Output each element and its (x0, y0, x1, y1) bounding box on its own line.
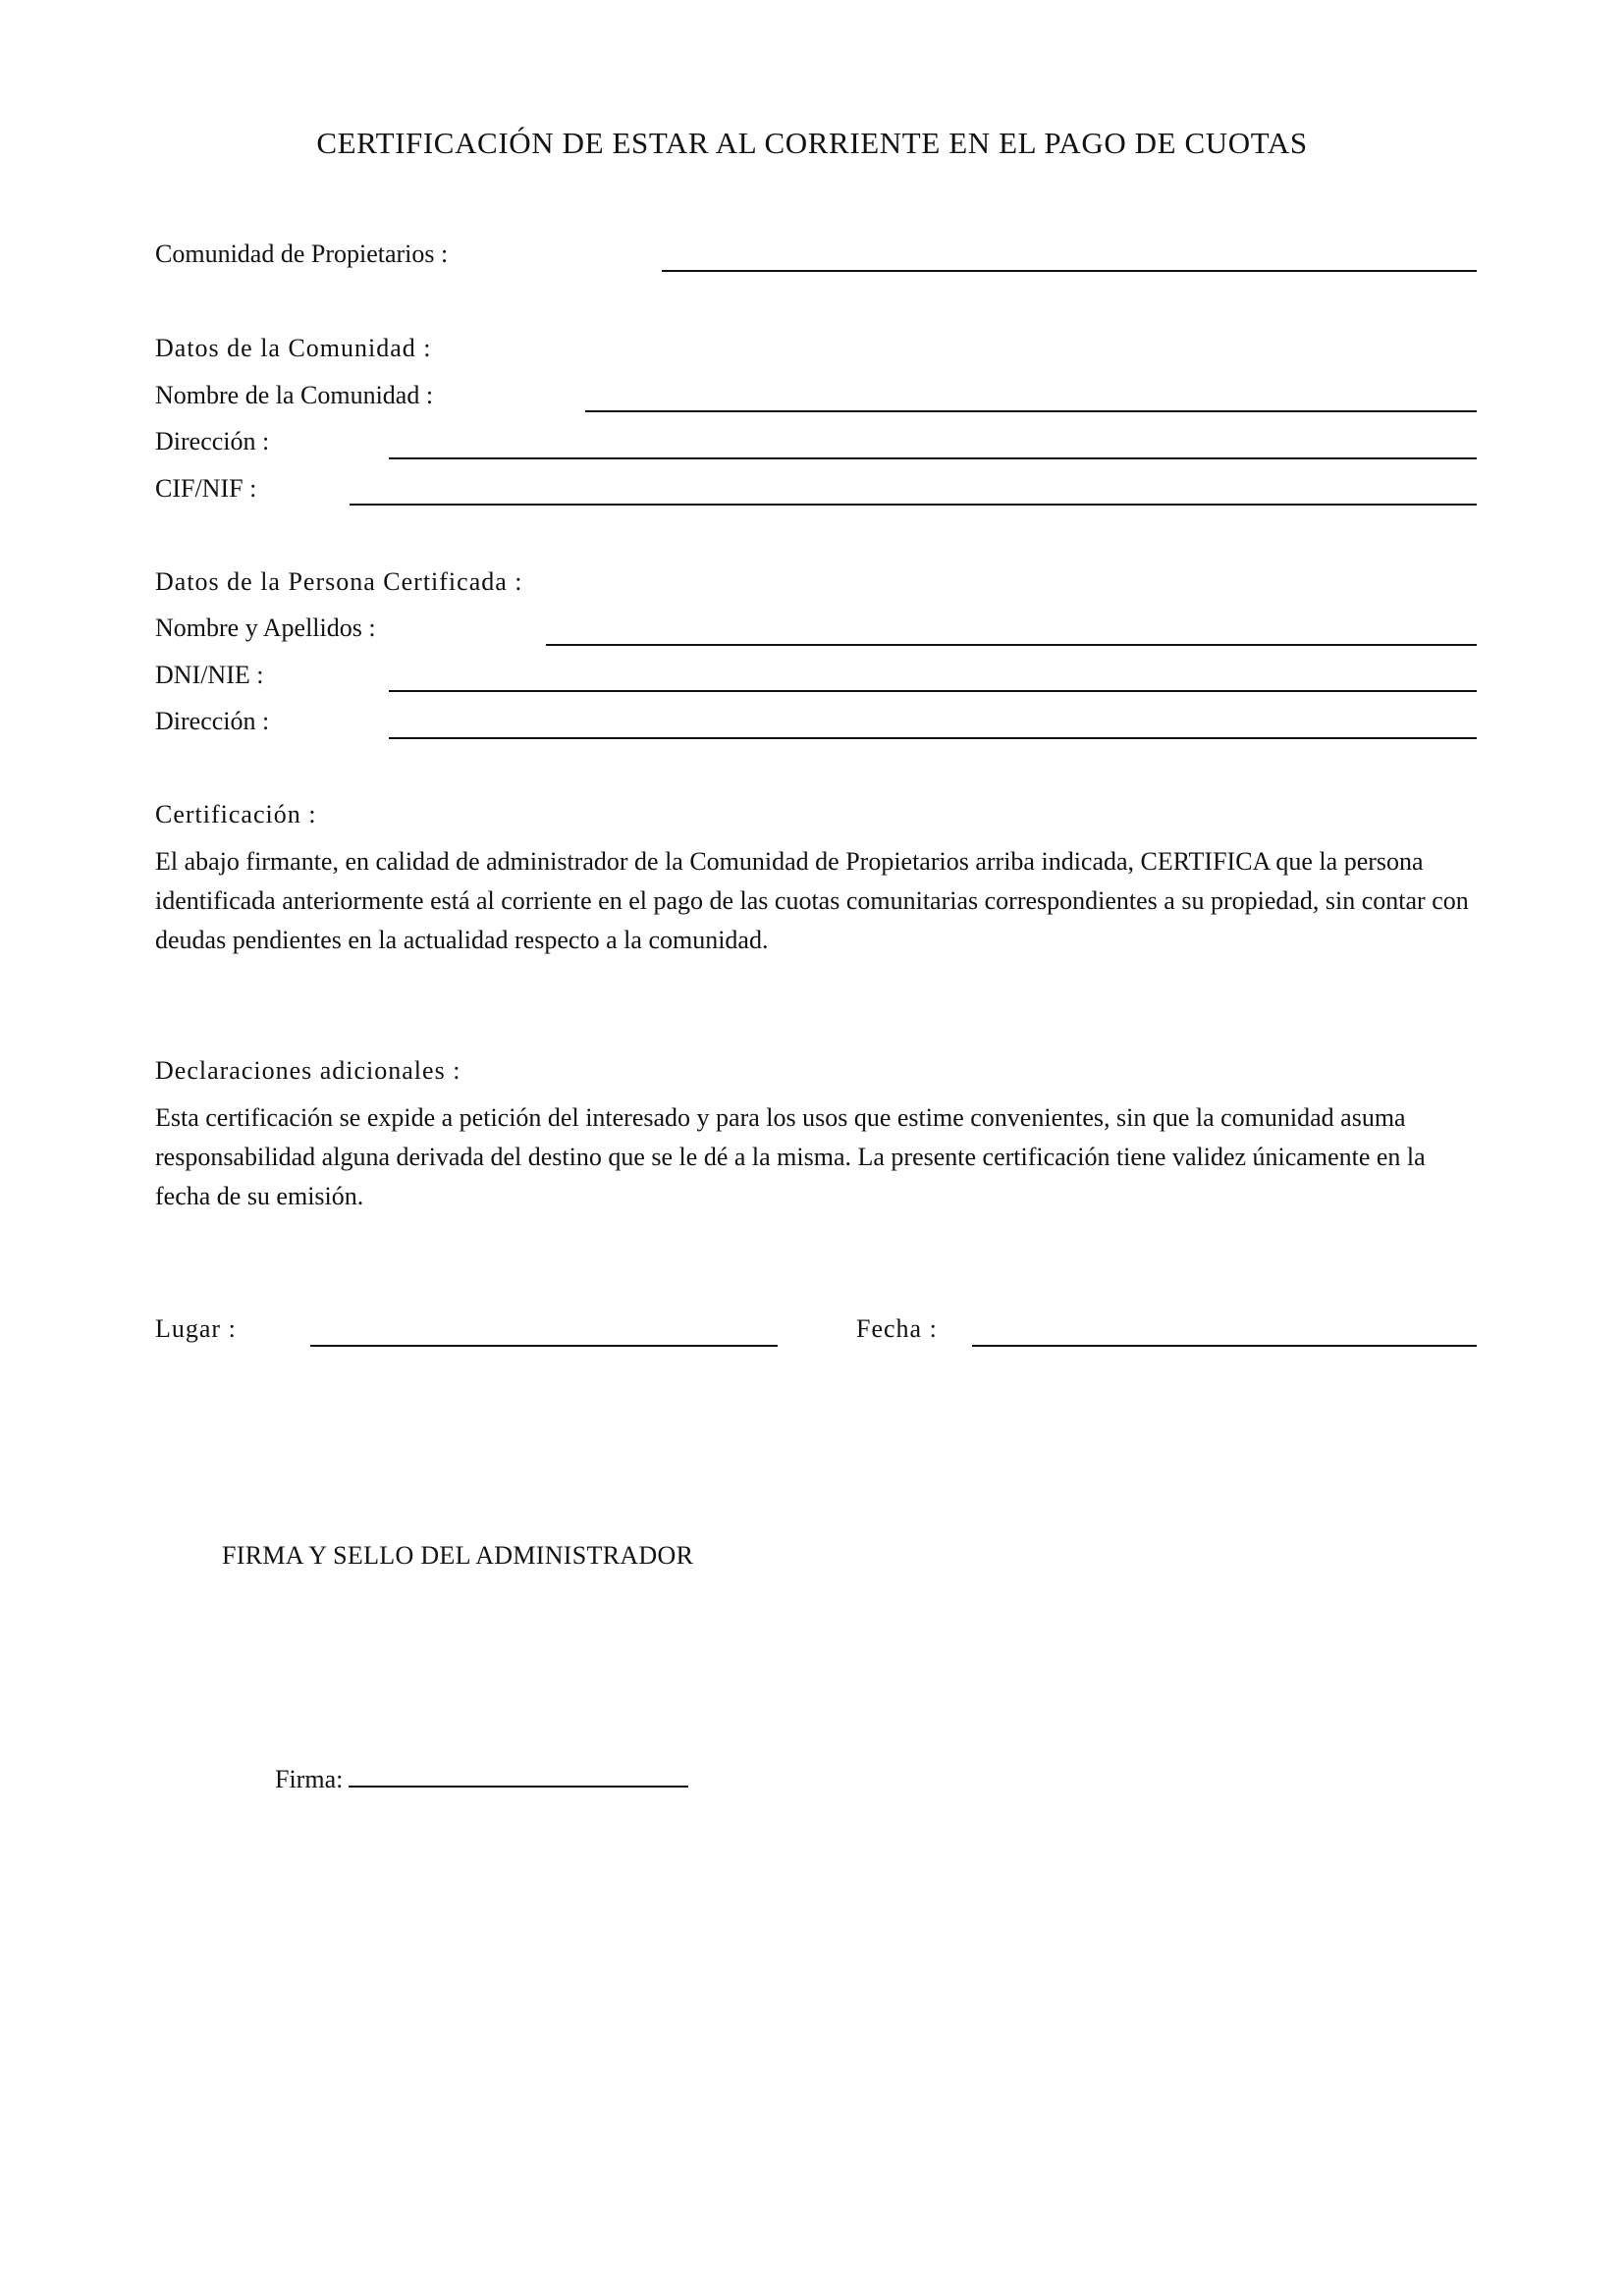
firma-field[interactable] (349, 1762, 688, 1788)
comunidad-propietarios-label: Comunidad de Propietarios : (155, 240, 449, 268)
declaraciones-heading: Declaraciones adicionales : (155, 1056, 461, 1085)
dni-nie-field[interactable] (389, 690, 1477, 692)
certificacion-text: El abajo firmante, en calidad de administrador de la Comunidad de Propietarios arriba indicada, CERTIFICA que la persona identificada anteriormente está al corriente en el pago de las cuotas comunitarias correspondientes a su propiedad, sin contar con deudas pendientes en la actualidad respecto a la comunidad. (155, 847, 1469, 954)
declaraciones-text: Esta certificación se expide a petición del interesado y para los usos que estime convenientes, sin que la comunidad asuma responsabilidad alguna derivada del destino que se le dé a la misma. La presente certificación tiene validez únicamente en la fecha de su emisión. (155, 1103, 1426, 1210)
firma-sello-label: FIRMA Y SELLO DEL ADMINISTRADOR (222, 1541, 694, 1570)
dni-nie-label: DNI/NIE : (155, 661, 264, 689)
cif-nif-label: CIF/NIF : (155, 474, 257, 503)
nombre-apellidos-label: Nombre y Apellidos : (155, 614, 376, 642)
cif-nif-field[interactable] (350, 504, 1477, 506)
nombre-comunidad-field[interactable] (585, 410, 1477, 412)
direccion-persona-label: Dirección : (155, 707, 270, 735)
firma-label: Firma: (275, 1765, 344, 1793)
lugar-label: Lugar : (155, 1314, 237, 1343)
nombre-comunidad-label: Nombre de la Comunidad : (155, 381, 434, 409)
firma-row (275, 1762, 688, 1796)
document-title: CERTIFICACIÓN DE ESTAR AL CORRIENTE EN EL PAGO DE CUOTAS (316, 126, 1308, 160)
fecha-label: Fecha : (856, 1314, 938, 1343)
direccion-comunidad-field[interactable] (389, 457, 1477, 459)
datos-persona-heading: Datos de la Persona Certificada : (155, 567, 523, 596)
datos-comunidad-heading: Datos de la Comunidad : (155, 334, 432, 362)
certificacion-heading: Certificación : (155, 800, 317, 828)
lugar-field[interactable] (310, 1345, 778, 1347)
direccion-comunidad-label: Dirección : (155, 427, 270, 455)
direccion-persona-field[interactable] (389, 737, 1477, 739)
nombre-apellidos-field[interactable] (546, 644, 1477, 646)
fecha-field[interactable] (972, 1345, 1477, 1347)
comunidad-propietarios-field[interactable] (662, 270, 1477, 272)
